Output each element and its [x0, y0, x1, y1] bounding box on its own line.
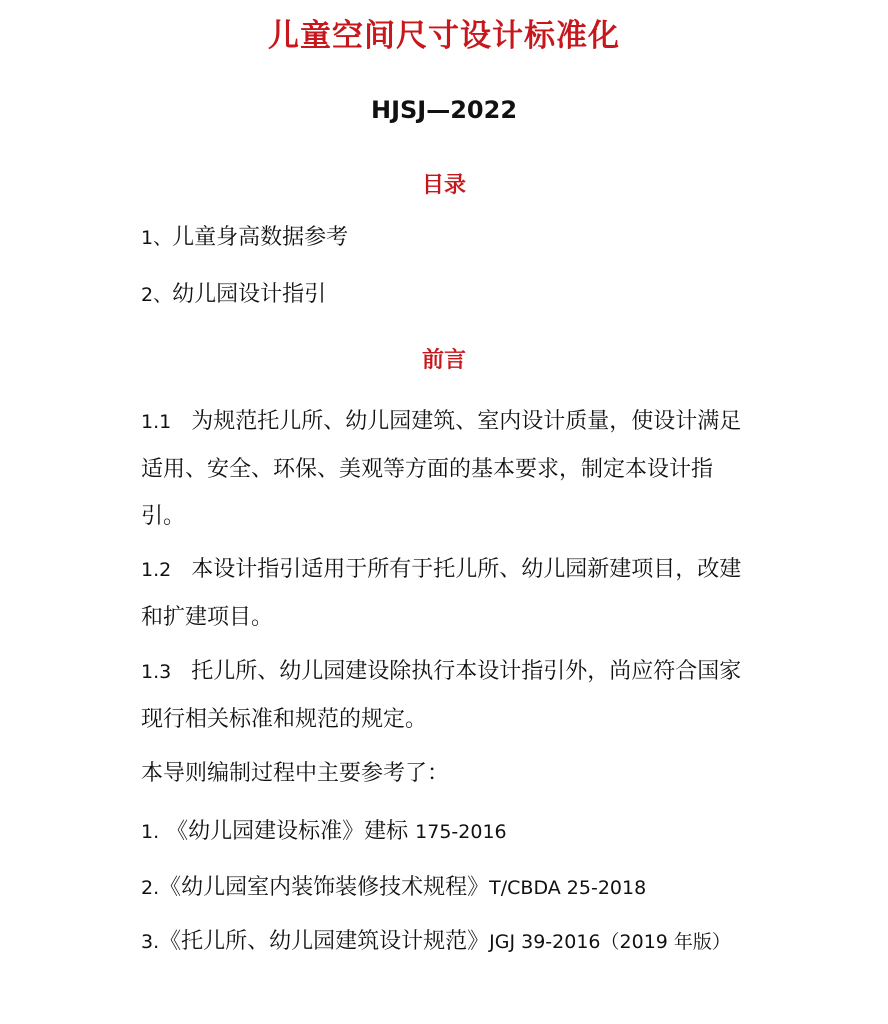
references-intro: 本导则编制过程中主要参考了： [141, 761, 450, 786]
toc-item-text: 幼儿园设计指引 [172, 282, 327, 307]
document-title: 儿童空间尺寸设计标准化 [268, 18, 620, 54]
reference-title: 《托儿所、幼儿园建筑设计规范》 [159, 929, 490, 954]
toc-item [141, 214, 751, 262]
preface-heading: 前言 [421, 348, 466, 373]
reference-item [141, 918, 751, 966]
paragraph-text: 本设计指引适用于所有于托儿所、幼儿园新建项目，改建和扩建项目。 [141, 557, 742, 630]
paragraph-text: 为规范托儿所、幼儿园建筑、室内设计质量，使设计满足适用、安全、环保、美观等方面的基本要求，制定本设计指引。 [141, 409, 742, 529]
preface-paragraph [141, 398, 751, 540]
paragraph-number: 1.3 [141, 661, 172, 683]
toc-item-number: 2、 [141, 284, 173, 306]
toc-item-text: 儿童身高数据参考 [172, 225, 349, 250]
reference-number: 2. [141, 877, 160, 899]
reference-item [141, 808, 751, 856]
toc-item [141, 271, 751, 319]
preface-paragraph [141, 648, 751, 743]
reference-code: JGJ 39-2016（2019 年版） [489, 931, 731, 953]
reference-title: 《幼儿园建设标准》建标 [166, 819, 409, 844]
paragraph-number: 1.2 [141, 559, 172, 581]
reference-code: 175-2016 [415, 821, 507, 843]
preface-paragraph [141, 546, 751, 641]
reference-number: 1. [141, 821, 160, 843]
reference-title: 《幼儿园室内装饰装修技术规程》 [159, 875, 490, 900]
reference-number: 3. [141, 931, 160, 953]
reference-code: T/CBDA 25-2018 [489, 877, 647, 899]
paragraph-text: 托儿所、幼儿园建设除执行本设计指引外，尚应符合国家现行相关标准和规范的规定。 [141, 659, 742, 732]
toc-heading: 目录 [421, 173, 466, 198]
paragraph-number: 1.1 [141, 411, 172, 433]
standard-code: HJSJ—2022 [370, 96, 518, 124]
toc-item-number: 1、 [141, 227, 173, 249]
reference-item [141, 864, 751, 912]
